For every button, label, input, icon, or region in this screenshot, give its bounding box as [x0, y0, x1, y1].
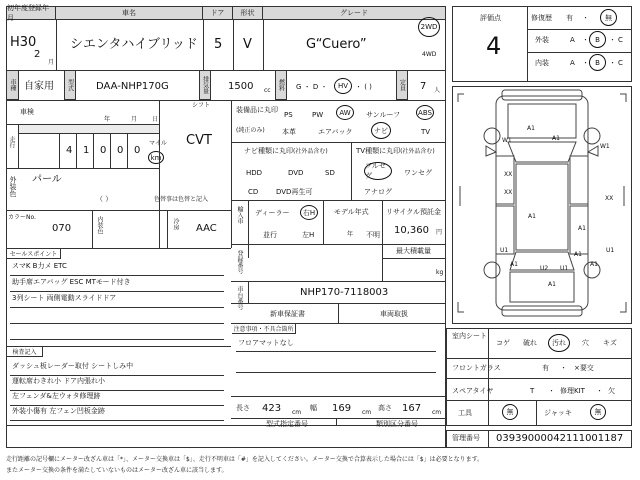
repair-none-circled: 無: [600, 9, 617, 26]
fuel-header: 燃料: [275, 71, 287, 100]
model-code-value: DAA-NHP170G: [96, 81, 169, 92]
model-code-header: 型式: [64, 71, 76, 100]
mgmt-value: 03939000042111001187: [496, 433, 624, 444]
vehicle-value: 自家用: [24, 81, 54, 92]
spare-label: スペアタイヤ: [452, 387, 494, 395]
fuel-options: G ・ D ・: [296, 83, 328, 91]
fullseg-circled: フルセグ: [364, 162, 392, 180]
mile-label: マイル: [149, 140, 167, 147]
capacity-unit: 人: [434, 87, 441, 94]
max-load-label: 最大積載量: [396, 247, 431, 255]
diag-label-3: W1: [502, 137, 512, 144]
auction-inspection-sheet: 初年度登録年月 車名 ドア 形状 グレード H30 2 月 シエンタハイブリッド 5 V G“Cuero” 2WD 4WD 車種 自家用 型式 DAA-NHP170G 排気量 1500 cc 燃料 G ・ D ・ HV ・ ( ) 定員 7 人 車検 年 月 日 走行 4 1 0 0 0 マイル km シフト CVT 外装色 パール （ ） 色替事は色替と記入 カラーNo. 070 内装色 冷房 AAC セールスポイント スマK B力メ ETC 助手席エアバッグ ESC MTモード付き 3列シート 両側電動スライドドア 検査記入 ダッシュ板レーダー取付 シートしみ中 運転席わきれ小 ドア内張れ小 左フェンダ&左ウォタ修理跡 外装小傷有 左フェン凹板金跡 装備品に丸印 (純正のみ) PS PW AW サンルーフ ABS 本革 エアバック ナビ TV ナビ種類に丸印(社外品含む) HDD DVD SD CD DVD再生可 TV種類に丸印(社外品含む) フルセグ ワンセグ アナログ 輸入車 ディーラー 右H 並行 左H モデル年式 年 不明 リサイクル預託金 10,360 円 登録番号 最大積載量 kg 車台番号 NHP170-7118003 新車保証書 車両取扱 注意事項・不具合箇所 フロアマットなし 長さ 423 cm 幅 169 cm 高さ 167 cm 型式指定番号 類別区分番号 評価点 4 修復歴 有 ・ 無 外装 A ・ B ・ C 内装 A ・ B ・ C A1 A1 W1 W1 XX XX XX A1 A1 A1 A1 A1 A1 U1 U1 U2 U1 室内シート コゲ 破れ 汚れ 穴 キズ フロントガラス 有 ・ ×要交 スペアタイヤ T ・ 修理KIT ・ 欠 工具 無 ジャッキ 無 管理番号 03939000042111001187 走行距離の記号欄にメーター改ざん車は「*」、メーター交換車は「$」、走行不明車は「#」を記入してください。メーター交換で合算表示した場合には「$」は必要となります。 またメーター交換の条件を満たしていないものはメーター改ざん車に該当します。: [0, 0, 640, 480]
glass-label: フロントガラス: [452, 364, 501, 372]
footer-line-2: またメーター交換の条件を満たしていないものはメーター改ざん車に該当します。: [6, 467, 228, 474]
wheel-left-front: [484, 128, 500, 144]
sales-point-line: 3列シート 両側電動スライドドア: [12, 294, 117, 302]
color-no-value: 070: [52, 223, 72, 234]
diag-label-10: A1: [574, 251, 582, 258]
diag-mark-2: U1: [606, 247, 615, 254]
first-reg-year: H30: [10, 35, 37, 50]
dirt-circled: 汚れ: [548, 334, 570, 352]
doors-header: ドア: [203, 7, 233, 20]
frame-value: NHP170-7118003: [300, 287, 389, 298]
shift-label: シフト: [192, 102, 211, 109]
doors-value: 5: [214, 37, 223, 52]
navi-circled: ナビ: [371, 122, 391, 139]
aw-circled: AW: [336, 105, 354, 120]
exterior-b-circled: B: [589, 31, 606, 48]
door-left-front: [496, 156, 514, 204]
diag-label-2: A1: [552, 135, 560, 142]
color-label: 外装色: [9, 176, 17, 197]
footer-line-1: 走行距離の記号欄にメーター改ざん車は「*」、メーター交換車は「$」、走行不明車は「#」を記入してください。メーター交換で合算表示した場合には「$」は必要となります。: [6, 456, 484, 463]
diag-mark-1: U1: [500, 247, 509, 254]
tools-label: 工具: [458, 409, 472, 417]
designation-label: 型式指定番号: [266, 420, 308, 428]
notes-header: 注意事項・不具合箇所: [232, 324, 296, 334]
shift-value: CVT: [186, 133, 212, 148]
inspector-line: 左フェンダ&左ウォタ修理跡: [12, 392, 101, 400]
equipment-sublabel: (純正のみ): [236, 127, 265, 134]
odometer-digit: 0: [100, 145, 107, 156]
diag-label-1: A1: [527, 125, 535, 132]
inspector-line: 運転席わきれ小 ドア内張れ小: [12, 377, 106, 385]
displacement-value: 1500: [228, 81, 254, 92]
travel-label: 走行: [8, 136, 15, 148]
displacement-header: 排気量: [199, 71, 211, 100]
navi-title: ナビ種類に丸印(社外品含む): [244, 147, 328, 155]
model-year-value: 不明: [366, 231, 380, 239]
jack-label: ジャッキ: [544, 409, 572, 417]
diag-label-8: A1: [528, 213, 536, 220]
class-label: 類別区分番号: [376, 420, 418, 428]
odometer-digit: 0: [134, 145, 141, 156]
mirror-left: [486, 146, 496, 156]
color-note: 色替事は色替と記入: [154, 196, 209, 203]
diag-label-13: A1: [548, 281, 556, 288]
mgmt-label: 管理番号: [452, 434, 480, 442]
tools-none-circled: 無: [502, 404, 518, 420]
odometer-digit: 1: [83, 145, 90, 156]
inspector-line: ダッシュ板レーダー取付 シートしみ中: [12, 362, 134, 370]
model-year-label: モデル年式: [334, 208, 369, 216]
displacement-unit: cc: [264, 87, 271, 94]
odometer-digit: 4: [66, 145, 73, 156]
shape-header: 形状: [233, 7, 263, 20]
diag-label-12: A1: [590, 261, 598, 268]
height-value: 167: [402, 403, 422, 414]
model-value: シエンタハイブリッド: [70, 37, 198, 52]
front-bumper: [502, 90, 582, 100]
diag-label-7: XX: [605, 195, 614, 202]
odometer-digit: 0: [117, 145, 124, 156]
length-value: 423: [262, 403, 282, 414]
drive-4wd: 4WD: [422, 51, 437, 58]
tv-title: TV種類に丸印(社外品含む): [356, 147, 435, 155]
score-value: 4: [486, 32, 502, 60]
shape-value: V: [243, 37, 252, 52]
diag-label-6: XX: [504, 189, 513, 196]
equipment-label: 装備品に丸印: [236, 106, 278, 114]
first-reg-month: 2: [34, 49, 41, 60]
roof: [516, 164, 568, 250]
interior-b-circled: B: [589, 54, 606, 71]
sales-point-line: 助手席エアバッグ ESC MTモード付き: [12, 278, 131, 286]
diag-label-4: W1: [600, 143, 610, 150]
recycle-value: 10,360: [394, 225, 429, 236]
diag-label-9: A1: [578, 225, 586, 232]
car-diagram: [452, 86, 632, 324]
diag-label-5: XX: [504, 171, 513, 178]
km-circled: km: [148, 151, 164, 164]
width-value: 169: [332, 403, 352, 414]
score-label: 評価点: [480, 14, 501, 22]
interior-color-label: 内装色: [96, 216, 103, 234]
grade-value: G“Cuero”: [306, 37, 367, 52]
cabin-label: 室内シート: [452, 332, 487, 340]
inspection-label: 車検: [20, 108, 34, 116]
capacity-header: 定員: [396, 71, 408, 100]
rear-bumper: [502, 306, 582, 316]
sales-points-header: セールスポイント: [7, 249, 61, 259]
grade-header: グレード: [263, 7, 445, 20]
wheel-left-rear: [484, 262, 500, 278]
vehicle-header: 車種: [7, 71, 19, 100]
import-label: 輸入車: [236, 206, 243, 224]
month-unit: 月: [48, 59, 55, 66]
mirror-right: [588, 146, 598, 156]
registration-label: 登録番号: [236, 250, 243, 274]
back-door: [510, 272, 574, 302]
diag-mark-3: U2: [540, 265, 549, 272]
windshield: [508, 142, 576, 162]
wheel-right-front: [584, 128, 600, 144]
color-paren: （ ）: [96, 195, 113, 203]
frame-label: 車台番号: [236, 286, 243, 310]
abs-circled: ABS: [416, 105, 434, 120]
inspector-header: 検査記入: [7, 347, 43, 357]
capacity-value: 7: [420, 81, 427, 92]
coolant-label: 冷房: [172, 218, 179, 230]
door-right-front: [570, 156, 588, 204]
notes-line: フロアマットなし: [238, 339, 294, 347]
hood: [508, 104, 576, 138]
drive-2wd-circled: 2WD: [418, 17, 440, 37]
jack-none-circled: 無: [590, 404, 606, 420]
recycle-label: リサイクル預託金: [386, 208, 442, 216]
first-reg-header: 初年度登録年月: [7, 7, 56, 20]
color-no-label: カラーNo.: [8, 214, 36, 221]
inspector-line: 外装小傷有 左フェン凹板金跡: [12, 407, 105, 415]
fuel-rest: ・ ( ): [355, 83, 372, 91]
color-value: パール: [32, 174, 62, 185]
sales-point-line: スマK B力メ ETC: [12, 262, 67, 270]
model-header: 車名: [56, 7, 203, 20]
fuel-selected-circled: HV: [334, 78, 352, 94]
diag-label-11: A1: [510, 261, 518, 268]
diag-mark-4: U1: [560, 265, 569, 272]
coolant-value: AAC: [196, 223, 217, 234]
right-hand-circled: 右H: [300, 205, 318, 220]
